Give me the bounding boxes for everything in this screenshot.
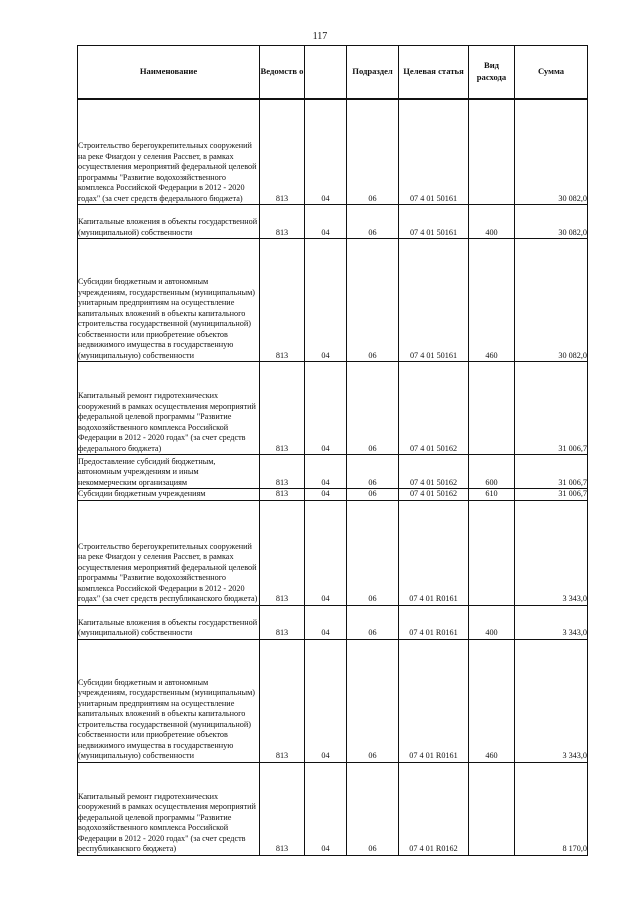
budget-table	[77, 45, 588, 856]
cell-section: 04	[305, 605, 347, 639]
cell-amount: 31 006,7	[515, 489, 588, 501]
cell-section: 04	[305, 489, 347, 501]
cell-ministry: 813	[260, 455, 305, 489]
cell-section: 04	[305, 762, 347, 855]
cell-expense-type	[469, 99, 515, 205]
cell-name: Капитальные вложения в объекты государственной (муниципальной) собственности	[78, 205, 260, 239]
cell-ministry: 813	[260, 762, 305, 855]
table-header-row	[78, 46, 588, 100]
cell-subsection: 06	[347, 639, 399, 762]
cell-amount: 8 170,0	[515, 762, 588, 855]
cell-amount: 3 343,0	[515, 500, 588, 605]
cell-expense-type	[469, 762, 515, 855]
cell-section: 04	[305, 239, 347, 362]
cell-ministry: 813	[260, 362, 305, 455]
header-expense-type: Вид расхода	[469, 46, 515, 100]
cell-expense-type: 400	[469, 205, 515, 239]
cell-section: 04	[305, 639, 347, 762]
cell-target-article: 07 4 01 50162	[399, 489, 469, 501]
cell-expense-type	[469, 500, 515, 605]
cell-expense-type: 460	[469, 239, 515, 362]
table-body	[78, 99, 588, 855]
cell-expense-type: 400	[469, 605, 515, 639]
cell-target-article: 07 4 01 R0162	[399, 762, 469, 855]
table-row	[78, 762, 588, 855]
cell-name: Субсидии бюджетным и автономным учреждениям, государственным (муниципальным) унитарным предприятиям на осуществление капитальных вложений в объекты капитального строительства государственной (муниципальной) собственности или приобретение объектов недвижимого имущества в государственную (муниципальную) собственности	[78, 239, 260, 362]
cell-ministry: 813	[260, 239, 305, 362]
page-number: 117	[312, 31, 328, 42]
cell-target-article: 07 4 01 R0161	[399, 639, 469, 762]
cell-subsection: 06	[347, 239, 399, 362]
cell-section: 04	[305, 455, 347, 489]
table-row	[78, 239, 588, 362]
cell-amount: 30 082,0	[515, 205, 588, 239]
header-section	[305, 46, 347, 100]
cell-ministry: 813	[260, 639, 305, 762]
cell-ministry: 813	[260, 489, 305, 501]
cell-expense-type: 600	[469, 455, 515, 489]
cell-subsection: 06	[347, 500, 399, 605]
cell-section: 04	[305, 500, 347, 605]
cell-subsection: 06	[347, 205, 399, 239]
cell-expense-type: 610	[469, 489, 515, 501]
table-row	[78, 362, 588, 455]
cell-name: Субсидии бюджетным учреждениям	[78, 489, 260, 501]
cell-subsection: 06	[347, 605, 399, 639]
cell-amount: 3 343,0	[515, 639, 588, 762]
cell-name: Строительство берегоукрепительных сооружений на реке Фиагдон у селения Рассвет, в рамках осуществления мероприятий федеральной целевой программы "Развитие водохозяйственного комплекса Российской Федерации в 2012 - 2020 годах" (за счет средств федерального бюджета)	[78, 99, 260, 205]
cell-expense-type: 460	[469, 639, 515, 762]
cell-name: Капитальный ремонт гидротехнических сооружений в рамках осуществления мероприятий федеральной целевой программы "Развитие водохозяйственного комплекса Российской Федерации в 2012 - 2020 годах" (за счет средств республиканского бюджета)	[78, 762, 260, 855]
cell-target-article: 07 4 01 50161	[399, 205, 469, 239]
cell-target-article: 07 4 01 R0161	[399, 605, 469, 639]
cell-ministry: 813	[260, 605, 305, 639]
cell-subsection: 06	[347, 99, 399, 205]
cell-section: 04	[305, 362, 347, 455]
table-row	[78, 455, 588, 489]
cell-target-article: 07 4 01 50162	[399, 362, 469, 455]
cell-name: Субсидии бюджетным и автономным учреждениям, государственным (муниципальным) унитарным предприятиям на осуществление капитальных вложений в объекты капитального строительства государственной (муниципальной) собственности или приобретение объектов недвижимого имущества в государственную (муниципальную) собственности	[78, 639, 260, 762]
cell-subsection: 06	[347, 489, 399, 501]
cell-name: Предоставление субсидий бюджетным, автономным учреждениям и иным некоммерческим организациям	[78, 455, 260, 489]
cell-subsection: 06	[347, 455, 399, 489]
cell-ministry: 813	[260, 500, 305, 605]
header-name: Наименование	[78, 46, 260, 100]
table-row	[78, 500, 588, 605]
header-amount: Сумма	[515, 46, 588, 100]
cell-expense-type	[469, 362, 515, 455]
cell-name: Строительство берегоукрепительных сооружений на реке Фиагдон у селения Рассвет, в рамках осуществления мероприятий федеральной целевой программы "Развитие водохозяйственного комплекса Российской Федерации в 2012 - 2020 годах" (за счет средств республиканского бюджета)	[78, 500, 260, 605]
cell-target-article: 07 4 01 50161	[399, 99, 469, 205]
cell-amount: 31 006,7	[515, 455, 588, 489]
table-row	[78, 99, 588, 205]
table-row	[78, 205, 588, 239]
table-row	[78, 639, 588, 762]
cell-amount: 3 343,0	[515, 605, 588, 639]
cell-target-article: 07 4 01 50161	[399, 239, 469, 362]
cell-section: 04	[305, 205, 347, 239]
table-row	[78, 605, 588, 639]
cell-ministry: 813	[260, 99, 305, 205]
cell-subsection: 06	[347, 762, 399, 855]
header-target-article: Целевая статья	[399, 46, 469, 100]
table-row	[78, 489, 588, 501]
cell-name: Капитальный ремонт гидротехнических сооружений в рамках осуществления мероприятий федеральной целевой программы "Развитие водохозяйственного комплекса Российской Федерации в 2012 - 2020 годах" (за счет средств федерального бюджета)	[78, 362, 260, 455]
cell-subsection: 06	[347, 362, 399, 455]
cell-section: 04	[305, 99, 347, 205]
cell-amount: 31 006,7	[515, 362, 588, 455]
cell-ministry: 813	[260, 205, 305, 239]
cell-amount: 30 082,0	[515, 239, 588, 362]
cell-target-article: 07 4 01 R0161	[399, 500, 469, 605]
cell-name: Капитальные вложения в объекты государственной (муниципальной) собственности	[78, 605, 260, 639]
cell-target-article: 07 4 01 50162	[399, 455, 469, 489]
cell-amount: 30 082,0	[515, 99, 588, 205]
header-subsection: Подраздел	[347, 46, 399, 100]
header-ministry: Ведомств о	[260, 46, 305, 100]
